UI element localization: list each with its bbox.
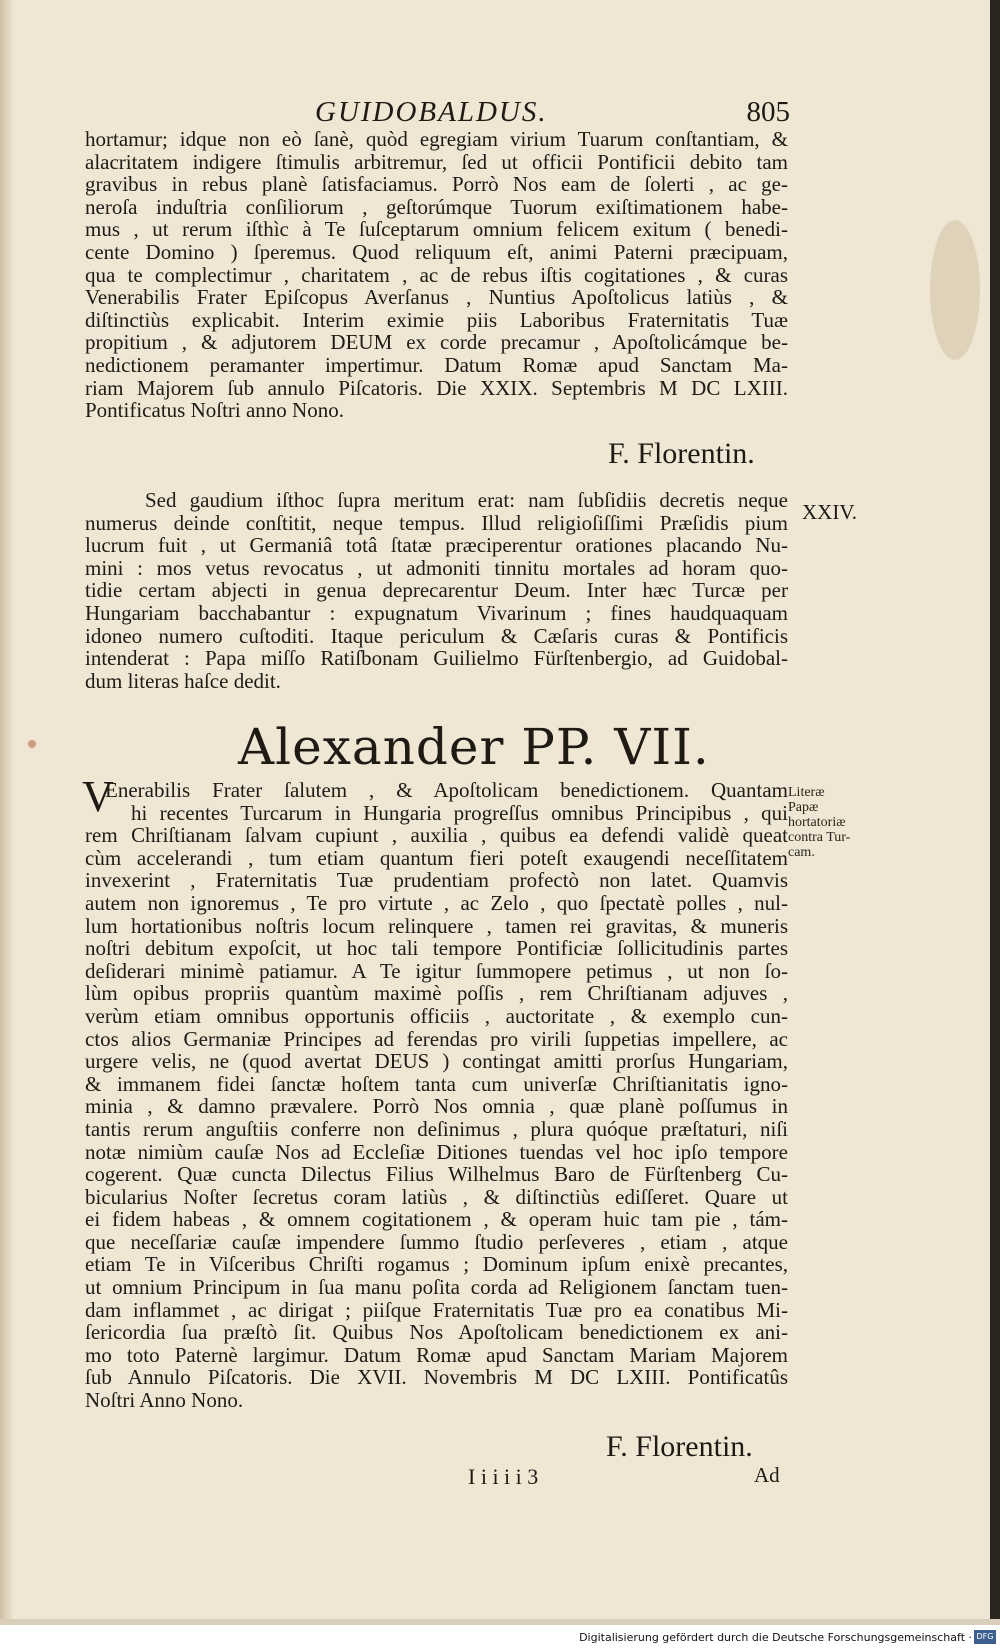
text-line: Pontificatus Noſtri anno Nono. [85,398,344,423]
text-line: diſtinctiùs explicabit. Interim eximie piis Laboribus Fraternitatis Tuæ [85,307,788,332]
text-line: cùm accelerandi , tum etiam quantum fieri poteſt exaugendi neceſſitatem [85,845,788,870]
text-line: ctos alios Germaniæ Principes ad ferendas pro virili ſuppetias impellere, ac [85,1026,788,1051]
text-line: noſtri debitum expoſcit, ut hoc tali tempore Pontificiæ ſollicitudinis partes [85,936,788,961]
text-line: autem non ignoremus , Te pro virtute , ac Zelo , quo ſpectatè polles , nul- [85,890,788,915]
text-line: cente Domino ) ſperemus. Quod reliquum eſt, animi Paterni præcipuam, [85,239,788,264]
margin-note-line: Literæ Papæ [788,785,825,815]
text-line: rem Chriſtianam ſalvam cupiunt , auxilia , quibus ea defendi validè queat [85,823,788,848]
text-line: deſiderari minimè patiamur. A Te igitur ſummopere petimus , ut non ſo- [85,958,788,983]
catchword: Ad [754,1463,780,1487]
text-line: cogerent. Quæ cuncta Dilectus Filius Wilhelmus Baro de Fürſtenberg Cu- [85,1162,788,1187]
text-line: Noſtri Anno Nono. [85,1388,244,1413]
gutter-shadow [0,0,14,1625]
text-line: tidie certam abjecti in genua deprecarentur Deum. Inter hæc Turcæ per [85,578,788,603]
text-line: tantis rerum anguſtiis conferre non deſinimus , plura quóque præſtaturi, niſi [85,1116,788,1141]
text-line: lùm opibus propriis quantùm maximè poſſis , rem Chriſtianam adjuves , [85,981,788,1006]
margin-note-line: contra Tur- [788,830,851,845]
text-line: hi recentes Turcarum in Hungaria progreſſus omnibus Principibus , qui [131,800,788,825]
page-number: 805 [746,96,790,128]
page-edge [990,0,1000,1625]
footer-credit: Digitalisierung gefördert durch die Deutsche Forschungsgemeinschaft · [579,1631,972,1644]
text-line: qua te complectimur , charitatem , ac de rebus iſtis cogitationes , & curas [85,262,788,287]
text-line: minia , & damno prævalere. Porrò Nos omnia , quæ planè poſſumus in [85,1094,788,1119]
footer-bar [0,1625,1000,1651]
text-line: verùm etiam omnibus opportunis officiis , auctoritate , & exemplo cun- [85,1003,788,1028]
signature-mark: I i i i i 3 [468,1464,539,1489]
text-line: mo toto Paternè largimur. Datum Romæ apud Sanctam Mariam Majorem [85,1342,788,1367]
running-title: GUIDOBALDUS. [315,96,548,128]
margin-note-letter [788,785,858,860]
text-line: alacritatem indigere ſtimulis arbitremur, ſed ut officii Pontificii debito tam [85,149,788,174]
text-line: ſericordia ſua præſtò ſit. Quibus Nos Apoſtolicam benedictionem ex ani- [85,1320,788,1345]
paper-spot [28,740,36,748]
paragraph-letter-end [85,128,788,422]
text-line: idoneo numero cuſtoditi. Itaque periculum & Cæſaris curas & Pontificis [85,623,788,648]
text-line: Sed gaudium iſthoc ſupra meritum erat: nam ſubſidiis decretis neque [145,488,788,512]
signature-florentin: F. Florentin. [606,1430,753,1463]
text-line: etiam Te in Viſceribus Chriſti rogamus ; Dominum ipſum enixè precantes, [85,1252,788,1277]
margin-note-line: hortatoriæ [788,815,846,830]
margin-section-number: XXIV. [802,500,858,524]
text-line: bicularius Noſter ſecretus coram latiùs , & diſtinctiùs ediſſeret. Quare ut [85,1184,788,1209]
text-line: & immanem fidei ſanctæ hoſtem tanta cum univerſæ Chriſtianitatis igno- [85,1071,788,1096]
text-line: dum literas haſce dedit. [85,668,281,693]
text-line: invexerint , Fraternitatis Tuæ prudentiam profectò non latet. Quamvis [85,868,788,893]
text-line: lucrum fuit , ut Germaniâ totâ ſtatæ præciperentur orationes placando Nu- [85,533,788,558]
margin-note-line: cam. [788,845,815,860]
text-line: lum hortationibus noſtris locum relinquere , tamen rei gravitas, & muneris [85,913,788,938]
text-line: intenderat : Papa miſſo Ratiſbonam Guilielmo Fürſtenbergio, ad Guidobal- [85,646,788,671]
text-line: notæ nimiùm cauſæ Nos ad Eccleſiæ Ditiones tuendas vel hoc ipſo tempore [85,1139,788,1164]
text-line: riam Majorem ſub annulo Piſcatoris. Die XXIX. Septembris M DC LXIII. [85,375,788,400]
text-line: Enerabilis Frater ſalutem , & Apoſtolicam benedictionem. Quantam [105,778,788,802]
text-line: dam inflammet , ac dirigat ; piiſque Fraternitatis Tuæ pro ea conatibus Mi- [85,1297,788,1322]
paragraph-papal-letter [85,779,788,1412]
text-line: numerus deinde conſtitit, neque tempus. Illud religioſiſſimi Præſidis pium [85,510,788,535]
paragraph-narrative [85,489,788,692]
letter-heading: Alexander PP. VII. [238,718,710,776]
text-line: mini : mos vetus revocatus , ut admoniti tinnitu mortales ad horam quo- [85,555,788,580]
text-line: ut omnium Principum in ſua manu poſita corda ad Religionem ſanctam tuen- [85,1275,788,1300]
text-line: nedictionem peramanter impertimur. Datum Romæ apud Sanctam Ma- [85,352,788,377]
dfg-logo: DFG [974,1630,996,1644]
text-line: ſub Annulo Piſcatoris. Die XVII. Novembris M DC LXIII. Pontificatûs [85,1365,788,1390]
text-line: Venerabilis Frater Epiſcopus Averſanus , Nuntius Apoſtolicus latiùs , & [85,285,788,310]
text-line: que neceſſariæ cauſæ impendere ſummo ſtudio perſeveres , etiam , atque [85,1229,788,1254]
text-line: Hungariam bacchabantur : expugnatum Vivarinum ; fines haudquaquam [85,600,788,625]
text-line: hortamur; idque non eò ſanè, quòd egregiam virium Tuarum conſtantiam, & [85,127,788,151]
signature-florentin: F. Florentin. [608,437,755,470]
text-line: propitium , & adjutorem DEUM ex corde precamur , Apoſtolicámque be- [85,330,788,355]
paper-stain [930,220,980,360]
text-line: ei fidem habeas , & omnem cogitationem , & operam huic tam pie , tám- [85,1207,788,1232]
text-line: neroſa induſtria conſiliorum , geſtorúmque Tuorum exiſtimationem habe- [85,194,788,219]
drop-initial: V [82,772,114,821]
text-line: gravibus in rebus planè ſatisfaciamus. Porrò Nos eam de ſolerti , ac ge- [85,172,788,197]
text-line: mus , ut rerum iſthìc à Te ſuſceptarum omnium felicem exitum ( benedi- [85,217,788,242]
text-line: urgere velis, ne (quod avertat DEUS ) contingat amitti prorſus Hungariam, [85,1049,788,1074]
